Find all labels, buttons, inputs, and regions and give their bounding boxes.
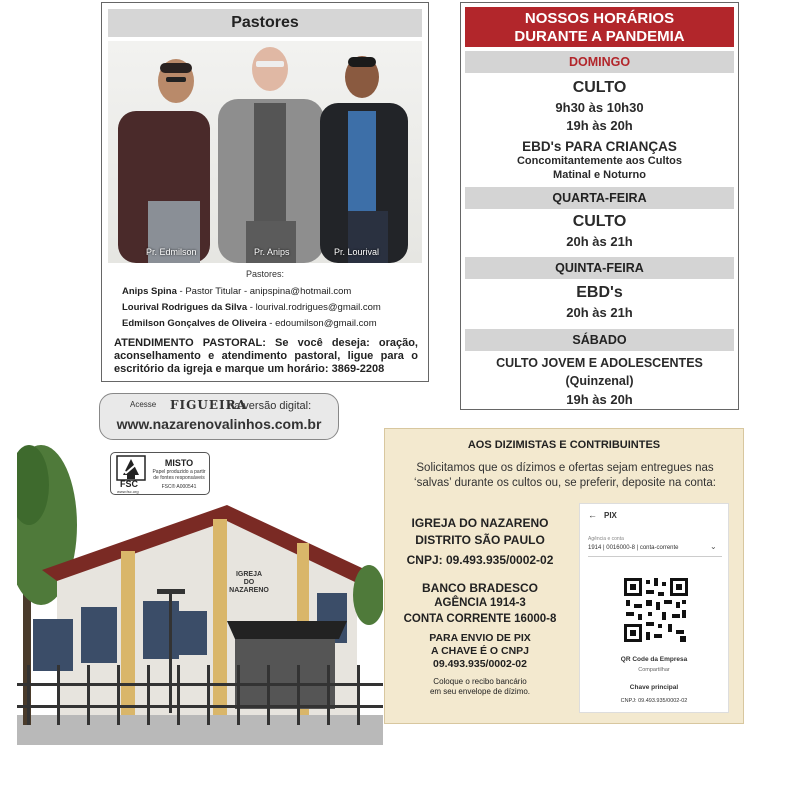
church-sign-line-2: DO bbox=[243, 579, 255, 586]
fsc-title: MISTO bbox=[164, 458, 194, 468]
pastores-photo-illustration bbox=[108, 41, 422, 263]
pastor-row bbox=[122, 286, 351, 297]
dizimistas-panel bbox=[384, 428, 744, 724]
pastor-edmilson-figure bbox=[118, 59, 210, 263]
acesse-prefix: Acesse bbox=[130, 400, 157, 409]
horarios-title-line1: NOSSOS HORÁRIOS bbox=[524, 10, 675, 27]
dizimos-intro: Solicitamos que os dízimos e ofertas sejam entregues nas ‘salvas’ durante os cultos ou, se preferir, deposite na conta: bbox=[414, 462, 716, 489]
figueira-brand: FIGUEIRA bbox=[170, 398, 247, 412]
atendimento-pastoral-text: ATENDIMENTO PASTORAL: Se você deseja: oração, aconselhamento e atendimento pastoral, ligue para o escritório da igreja e marque um horário: 3869-2208 bbox=[114, 337, 418, 375]
domingo-culto: CULTO bbox=[572, 79, 627, 96]
pastor-role: - edoumilson@gmail.com bbox=[266, 318, 377, 329]
day-band-quinta: QUINTA-FEIRA bbox=[465, 257, 734, 279]
qr-title: QR Code da Empresa bbox=[620, 656, 688, 663]
sabado-culto: CULTO JOVEM E ADOLESCENTES bbox=[496, 356, 703, 370]
church-building-photo bbox=[17, 425, 383, 745]
pix-line-3: 09.493.935/0002-02 bbox=[432, 658, 527, 670]
sabado-note: (Quinzenal) bbox=[565, 374, 634, 388]
horarios-title-line2: DURANTE A PANDEMIA bbox=[514, 28, 685, 45]
horarios-header bbox=[465, 7, 734, 47]
church-building-illustration bbox=[17, 425, 383, 745]
banco-text: BANCO BRADESCO bbox=[421, 581, 538, 595]
domingo-ebd: EBD's PARA CRIANÇAS bbox=[522, 139, 677, 154]
field-divider bbox=[588, 556, 722, 557]
pix-line-2: A CHAVE É O CNPJ bbox=[430, 645, 530, 657]
share-link[interactable]: Compartilhar bbox=[638, 667, 670, 673]
day-band-quarta: QUARTA-FEIRA bbox=[465, 187, 734, 209]
pix-card bbox=[579, 503, 729, 713]
acesse-suffix: na versão digital: bbox=[228, 400, 312, 412]
horarios-panel bbox=[460, 2, 739, 410]
fsc-site: www.fsc.org bbox=[117, 489, 139, 494]
key-value: 09.493.935/0002-02 bbox=[638, 698, 688, 704]
photo-label-lourival: Pr. Lourival bbox=[334, 247, 380, 257]
quinta-time: 20h às 21h bbox=[566, 305, 633, 320]
quarta-culto: CULTO bbox=[572, 213, 627, 230]
back-arrow-icon[interactable]: ← bbox=[588, 510, 597, 520]
domingo-time-2: 19h às 20h bbox=[566, 118, 633, 133]
conta-text: CONTA CORRENTE 16000-8 bbox=[403, 613, 557, 625]
fsc-line-2: de fontes responsáveis bbox=[153, 475, 205, 481]
cnpj-text: CNPJ: 09.493.935/0002-02 bbox=[406, 553, 554, 567]
pastor-name: Edmilson Gonçalves de Oliveira bbox=[122, 318, 267, 329]
pastores-photo bbox=[108, 41, 422, 263]
pastor-lourival-figure bbox=[320, 56, 408, 263]
pix-field-value[interactable]: 1914 | 0016000-8 | conta-corrente bbox=[588, 545, 679, 551]
church-sign-line-3: NAZARENO bbox=[229, 587, 269, 594]
pastor-role: - lourival.rodrigues@gmail.com bbox=[247, 302, 381, 313]
pastores-panel bbox=[101, 2, 429, 382]
sabado-time: 19h às 20h bbox=[566, 392, 633, 407]
day-band-sabado: SÁBADO bbox=[465, 329, 734, 351]
dizimos-title: AOS DIZIMISTAS E CONTRIBUINTES bbox=[467, 439, 661, 451]
pastores-subtitle: Pastores: bbox=[245, 269, 285, 279]
qr-code-icon bbox=[622, 576, 690, 644]
pastor-name: Lourival Rodrigues da Silva bbox=[122, 302, 248, 313]
fsc-code: FSC® A000541 bbox=[161, 484, 197, 490]
pastor-role: - Pastor Titular - anipspina@hotmail.com bbox=[176, 286, 352, 297]
agencia-text: AGÊNCIA 1914-3 bbox=[434, 597, 526, 609]
key-label: CNPJ: bbox=[620, 698, 637, 704]
key-row bbox=[580, 698, 728, 704]
church-sign-line-1: IGREJA bbox=[235, 571, 263, 578]
domingo-ebd-note-1: Concomitantemente aos Cultos bbox=[516, 155, 683, 167]
pastor-anips-figure bbox=[218, 47, 324, 263]
recibo-line-2: em seu envelope de dízimo. bbox=[429, 687, 531, 696]
quarta-time: 20h às 21h bbox=[566, 234, 633, 249]
domingo-time-1: 9h30 às 10h30 bbox=[555, 100, 644, 115]
pastor-row bbox=[122, 318, 377, 329]
photo-label-edmilson: Pr. Edmilson bbox=[146, 247, 197, 257]
quinta-ebd: EBD's bbox=[576, 284, 623, 301]
pastor-name: Anips Spina bbox=[122, 286, 177, 297]
pix-field-label: Agência e conta bbox=[588, 536, 624, 542]
recibo-line-1: Coloque o recibo bancário bbox=[433, 677, 527, 686]
pastor-row bbox=[122, 302, 381, 313]
pix-card-header: PIX bbox=[604, 511, 617, 520]
photo-label-anips: Pr. Anips bbox=[254, 247, 290, 257]
fsc-line-1: Papel produzido a partir bbox=[152, 469, 206, 475]
day-band-domingo: DOMINGO bbox=[465, 51, 734, 73]
chevron-down-icon[interactable]: ⌄ bbox=[710, 542, 717, 551]
fsc-logo-text: FSC bbox=[120, 479, 138, 489]
site-url-link[interactable]: www.nazarenovalinhos.com.br bbox=[116, 416, 322, 432]
igreja-line-2: DISTRITO SÃO PAULO bbox=[415, 533, 545, 547]
domingo-ebd-note-2: Matinal e Noturno bbox=[553, 169, 646, 181]
church-sign bbox=[227, 571, 271, 595]
key-title: Chave principal bbox=[629, 684, 679, 691]
igreja-line-1: IGREJA DO NAZARENO bbox=[411, 516, 549, 530]
pastores-title: Pastores bbox=[108, 9, 422, 37]
pix-line-1: PARA ENVIO DE PIX bbox=[429, 632, 531, 644]
